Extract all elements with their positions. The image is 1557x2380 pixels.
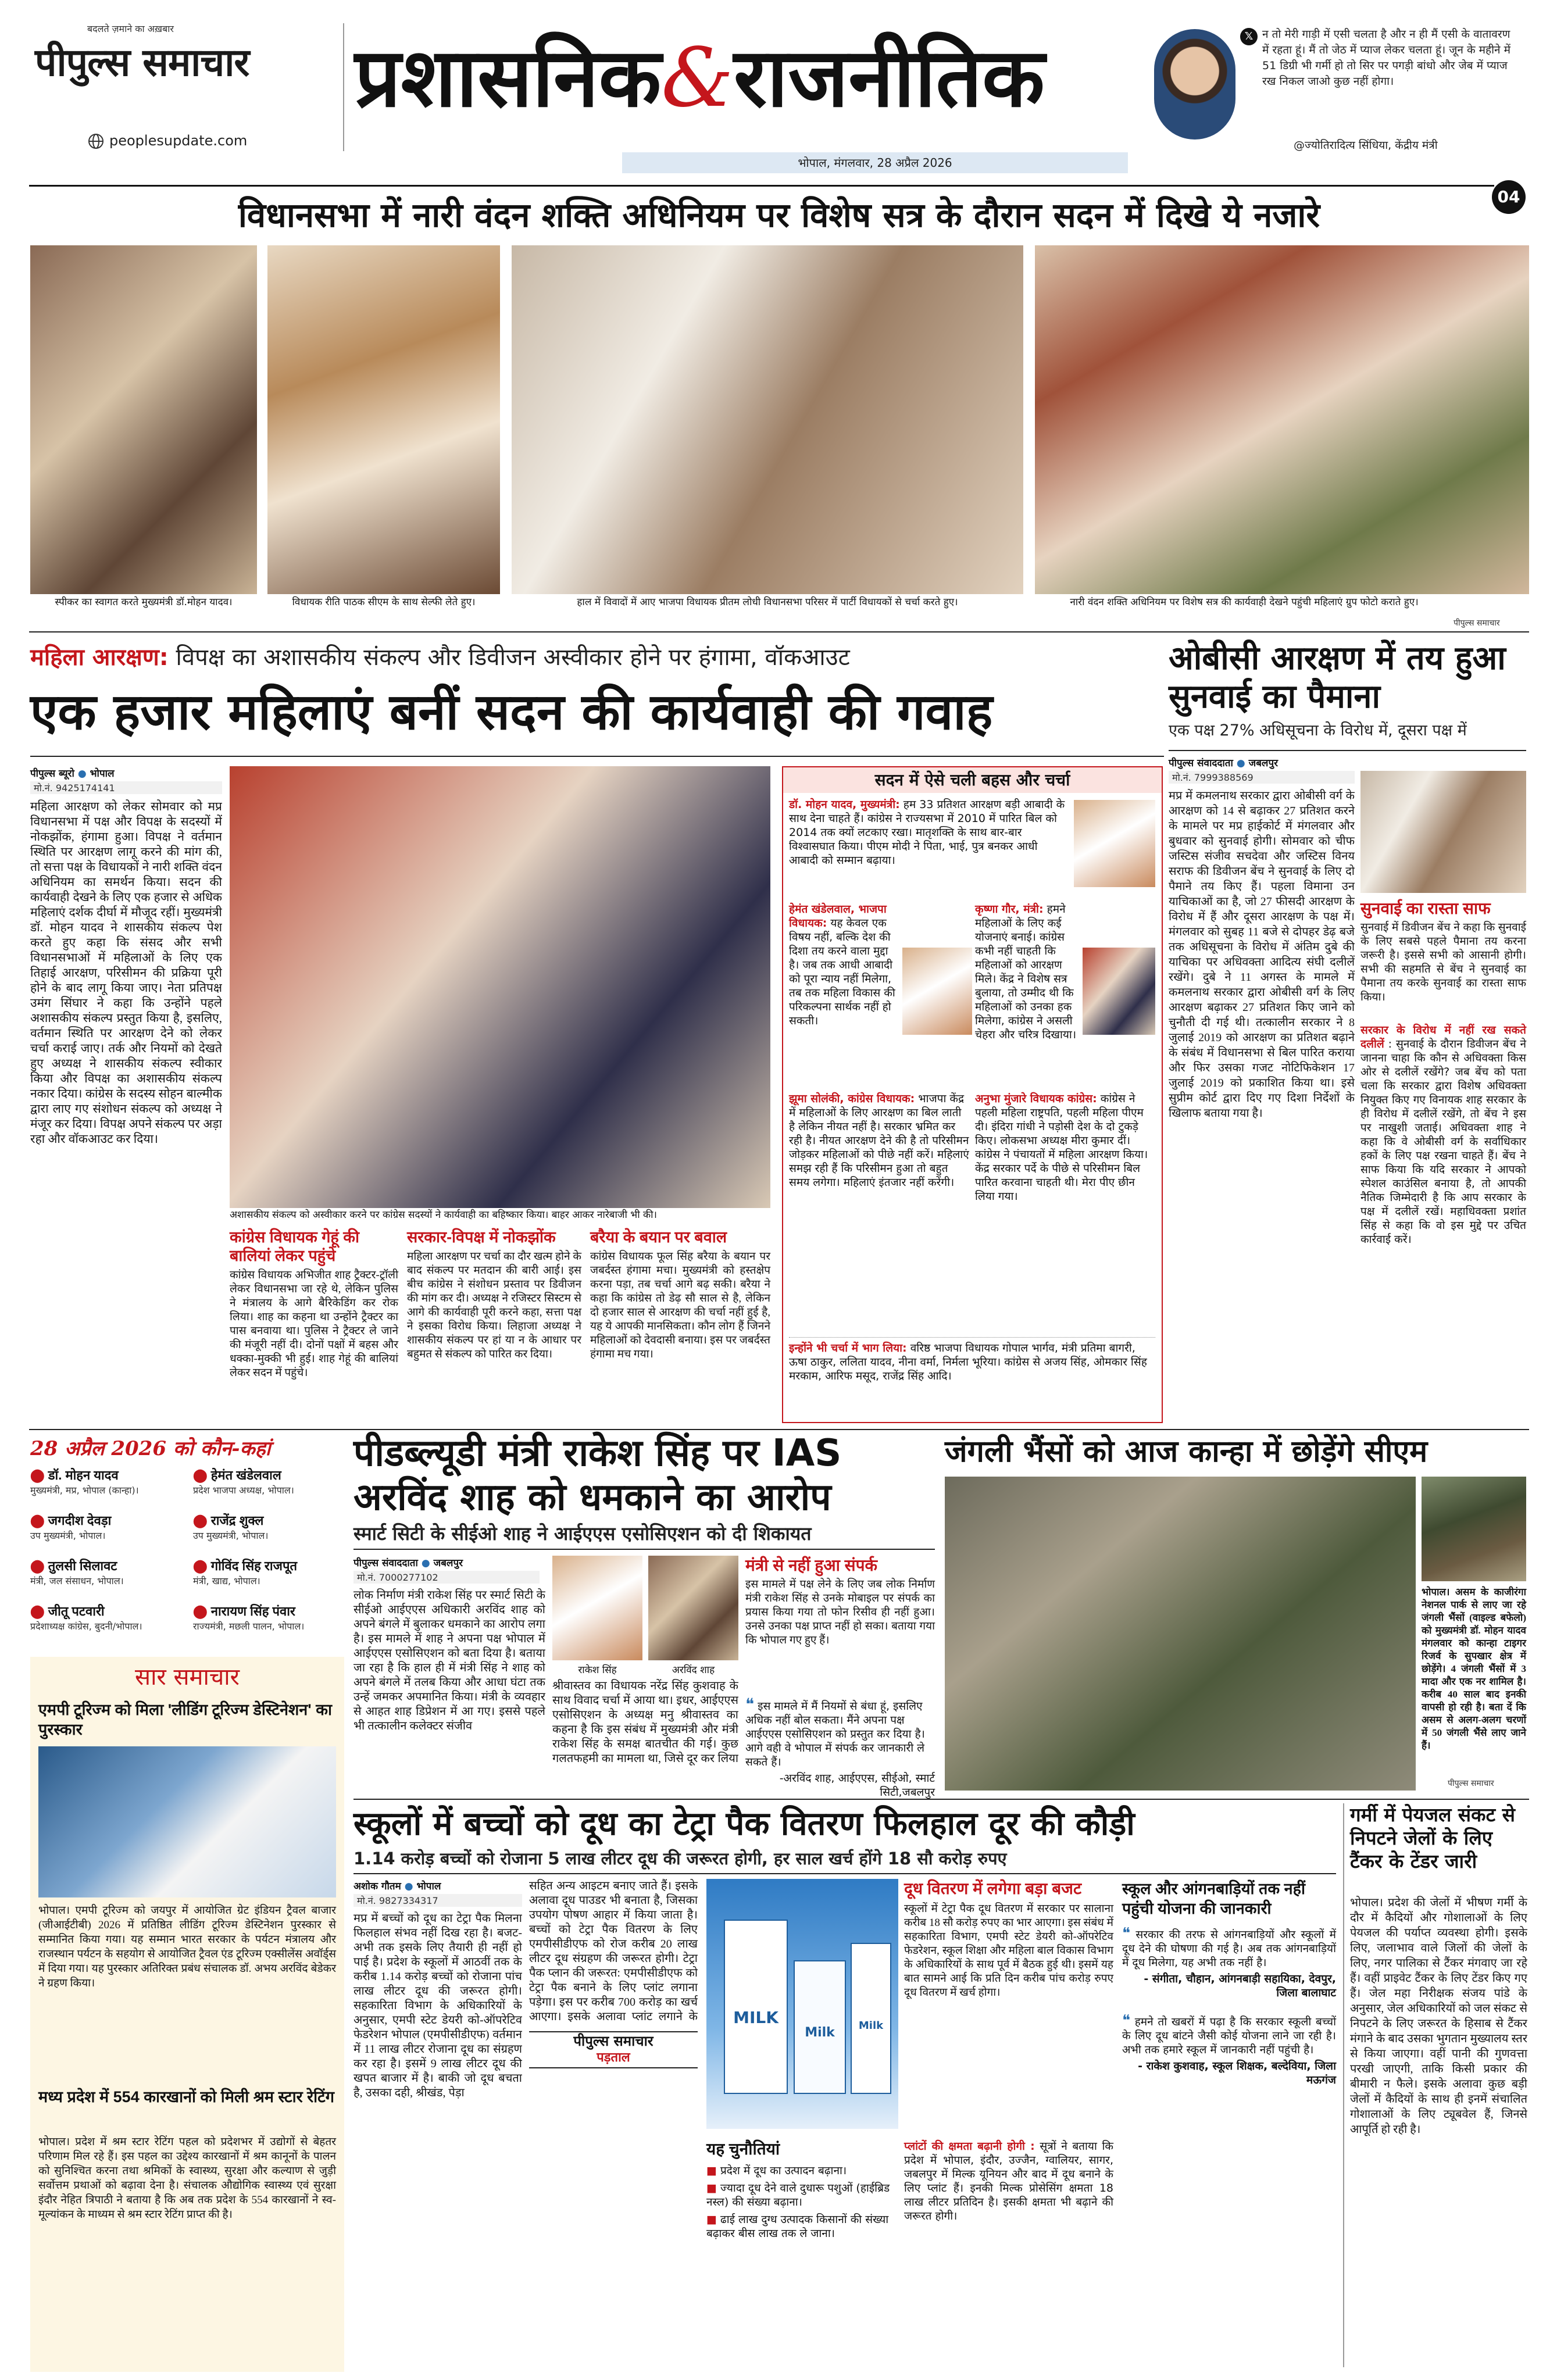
milk-plants	[904, 2139, 1113, 2223]
who-item-7	[30, 1602, 181, 1632]
debate-text-gaur: हमने महिलाओं के लिए कई योजनाएं बनाई। कांग्रेस कभी नहीं चाहती कि महिलाओं को आरक्षण मिले। केंद्र ने विशेष सत्र बुलाया, तो उम्मीद थी कि महिलाओं को उनका हक मिलेगा, कांग्रेस ने असली चेहरा और चरित्र दिखाया।	[975, 903, 1077, 1041]
lead-head-rule	[30, 756, 1164, 757]
location-pin-icon: ⬤	[193, 1513, 208, 1528]
pwd-side-body: इस मामले में पक्ष लेने के लिए जब लोक निर्माण मंत्री राकेश सिंह से उनके मोबाइल पर संपर्क का प्रयास किया गया तो फोन रिसीव ही नहीं हुआ। उनसे उनका पक्ष प्राप्त नहीं हो सका। बताया गया कि भोपाल गए हुए हैं।	[745, 1578, 935, 1646]
milk-plants-body: सूत्रों ने बताया कि प्रदेश में भोपाल, इंदौर, उज्जैन, ग्वालियर, सागर, जबलपुर में मिल्क यूनियन और बाद में दूध बनाने के लिए प्लांट हैं। इनकी मिल्क प्रोसेसिंग क्षमता 18 लाख लीटर प्रतिदिन है। इसकी क्षमता भी बढ़ाने की जरूरत होगी।	[904, 2140, 1113, 2222]
pwd-rule	[353, 1549, 935, 1550]
obc-byline-name: पीपुल्स संवाददाता	[1169, 757, 1233, 769]
lead-byline-place: भोपाल	[90, 768, 115, 780]
side-item-baraiya-title: बरैया के बयान पर बवाल	[590, 1228, 727, 1246]
milk-quote-1-author: - संगीता, चौहान, आंगनबाड़ी सहायिका, देवपुर, जिला बालाघाट	[1144, 1972, 1336, 1999]
milk-quote-2-author: - राकेश कुशवाह, स्कूल शिक्षक, बल्देविया, जिला मऊगंज	[1138, 2060, 1336, 2086]
obc-box-body: सुनवाई में डिवीजन बेंच ने कहा कि सुनवाई के लिए सबसे पहले पैमाना तय करना जरूरी है। इससे सभी को आसानी होगी। सभी की सहमति से बेंच ने सुनवाई का पैमाना तय करके सुनवाई का रास्ता साफ किया।	[1360, 921, 1526, 1003]
debate-box-title: सदन में ऐसे चली बहस और चर्चा	[783, 767, 1162, 793]
lead-byline-dot: ●	[77, 768, 87, 780]
banner-headline: विधानसभा में नारी वंदन शक्ति अधिनियम पर विशेष सत्र के दौरान सदन में दिखे ये नजारे	[238, 195, 1320, 235]
milk-byline-place: भोपाल	[416, 1881, 441, 1892]
milk-pack-1	[724, 1920, 788, 2094]
who-desc-5: मंत्री, जल संसाधन, भोपाल।	[30, 1575, 124, 1586]
photo-arvind-shah	[648, 1556, 738, 1660]
section-title	[355, 20, 1045, 137]
dateline-bar	[622, 152, 1128, 173]
obc-body: मप्र में कमलनाथ सरकार द्वारा ओबीसी वर्ग के आरक्षण को 14 से बढ़ाकर 27 प्रतिशत करने के मामले पर मप्र हाईकोर्ट में मंगलवार और बुधवार को सुनवाई होगी। सोमवार को चीफ जस्टिस संजीव सचदेवा और जस्टिस विनय सराफ की डिवीजन बेंच ने सुनवाई के लिए दो पैमाने तय किए हैं। पहला विमाना उन याचिकाओं का है, जो 27 फीसदी आरक्षण के विरोध में हैं और दूसरा आरक्षण के पक्ष में। मंगलवार को सुबह 11 बजे से दोपहर डेढ़ बजे तक अधिसूचना के विरोध में अंतिम दुबे की याचिका पर अधिवक्ता आदित्य संघी दलीलें रखेंगे। दुबे ने 11 अगस्त के मामले में कमलनाथ सरकार द्वारा ओबीसी वर्ग के लिए आरक्षण बढ़ाकर 27 प्रतिशत किए जाने को चुनौती दी गई थी। तत्कालीन सरकार ने 8 जुलाई 2019 को आरक्षण का प्रतिशत बढ़ाने के संबंध में विधानसभा से बिल पारित कराया और फिर उसका गजट नोटिफिकेशन 17 जुलाई 2019 को प्रकाशित किया था। इसे सुप्रीम कोर्ट द्वारा दिए गए दिशा निर्देशों के खिलाफ बताया गया है।	[1169, 789, 1355, 1120]
obc-byline-dot: ●	[1236, 757, 1245, 769]
photo-mohan-yadav	[1074, 800, 1155, 887]
photo-wild-buffalo	[1422, 1477, 1526, 1581]
debate-text-others: वरिष्ठ भाजपा विधायक गोपाल भार्गव, मंत्री प्रतिमा बागरी, ऊषा ठाकुर, ललिता यादव, नीना वर्मा, निर्मला भूरिया। कांग्रेस से अजय सिंह, ओमकार सिंह मरकाम, आरिफ मसूद, राजेंद्र सिंह आदि।	[789, 1342, 1147, 1382]
milk-byline-name: अशोक गौतम	[353, 1881, 401, 1892]
debate-speaker-gaur: कृष्णा गौर, मंत्री:	[975, 903, 1044, 916]
milk-pack-2-label: Milk	[805, 2025, 835, 2040]
masthead-rule	[29, 185, 1494, 187]
saar-item1-body: भोपाल। एमपी टूरिज्म को जयपुर में आयोजित ग्रेट इंडियन ट्रैवल बाजार (जीआईटीबी) 2026 में प्रतिष्ठित लीडिंग टूरिज्म डेस्टिनेशन पुरस्कार से सम्मानित किया गया। यह सम्मान भारत सरकार के पर्यटन मंत्रालय और राजस्थान पर्यटन के सहयोग से आयोजित ट्रैवल एंड टूरिज्म एक्सीलेंस अवॉर्ड्स में दिया गया। यह पुरस्कार अतिरिक्त प्रबंध संचालक डॉ. अभय अरविंद बेडेकर ने ग्रहण किया।	[38, 1904, 336, 1989]
lead-byline-name: पीपुल्स ब्यूरो	[30, 768, 74, 780]
bullet-square-icon: ■	[706, 2182, 717, 2195]
jail-headline: गर्मी में पेयजल संकट से निपटने जेलों के लिए टैंकर के टेंडर जारी	[1350, 1803, 1515, 1872]
obc-byline	[1169, 756, 1355, 769]
masthead-logo: पीपुल्स समाचार	[35, 40, 249, 85]
lead-kicker-text: विपक्ष का अशासकीय संकल्प और डिवीजन अस्वीकार होने पर हंगामा, वॉकआउट	[176, 644, 850, 671]
milk-box-title: दूध वितरण में लगेगा बड़ा बजट	[904, 1879, 1082, 1897]
saar-item2-body: भोपाल। प्रदेश में श्रम स्टार रेटिंग पहल को प्रदेशभर में उद्योगों से बेहतर परिणाम मिल रहे हैं। इस पहल का उद्देश्य कारखानों में श्रम कानूनों के पालन को सुनिश्चित करना तथा श्रमिकों के स्वास्थ्य, सुरक्षा और कल्याण से जुड़ी सर्वोत्तम प्रथाओं को बढ़ावा देना है। संचालक औद्योगिक स्वास्थ्य एवं सुरक्षा इंदौर नेहित त्रिपाठी ने बताया है कि अब तक प्रदेश के 554 कारखानों ने स्व-मूल्यांकन के माध्यम से श्रम स्टार रेटिंग प्राप्त की है।	[38, 2136, 336, 2221]
photo-high-court	[1360, 771, 1526, 893]
pwd-byline-name: पीपुल्स संवाददाता	[353, 1557, 418, 1569]
debate-entry-gaur	[975, 902, 1080, 1042]
x-quote-author: @ज्योतिरादित्य सिंधिया, केंद्रीय मंत्री	[1294, 139, 1438, 152]
caption-walkout: अशासकीय संकल्प को अस्वीकार करने पर कांग्रेस सदस्यों ने कार्यवाही का बहिष्कार किया। बाहर आकर नारेबाजी भी की।	[230, 1209, 770, 1221]
milk-right-column	[1122, 1879, 1336, 2367]
debate-text-khandelwal: यह केवल एक विषय नहीं, बल्कि देश की दिशा तय करने वाला मुद्दा है। जब तक आधी आबादी को पूरा न्याय नहीं मिलेगा, तब तक महिला विकास की परिकल्पना सार्थक नहीं हो सकती।	[789, 917, 895, 1027]
quote-icon: ❝	[1122, 1925, 1130, 1942]
milk-budget-box	[904, 1879, 1113, 2129]
obc-mobile: मो.नं. 7999388569	[1169, 771, 1355, 784]
who-item-2	[193, 1466, 344, 1496]
debate-text-munjare: कांग्रेस ने पहली महिला राष्ट्रपति, पहली महिला पीएम दी। इंदिरा गांधी ने पड़ोसी देश के दो टुकड़े किए। लोकसभा अध्यक्ष मीरा कुमार दीं। कांग्रेस ने पंचायतों में महिला आरक्षण किया। केंद्र सरकार पर्दे के पीछे से परिसीमन बिल पारित करवाना चाहती थी। मेरा पीए छीन लिया गया।	[975, 1092, 1148, 1203]
side-item-spat	[407, 1228, 581, 1425]
photo-bison-transport	[945, 1477, 1416, 1791]
who-desc-2: प्रदेश भाजपा अध्यक्ष, भोपाल।	[193, 1485, 294, 1496]
section-title-b: राजनीतिक	[733, 31, 1045, 126]
photo-walkout	[230, 766, 770, 1208]
saar-item1-title: एमपी टूरिज्म को मिला 'लीडिंग टूरिज्म डेस्टिनेशन' का पुरस्कार	[38, 1701, 332, 1738]
masthead-divider-vertical	[343, 23, 344, 151]
lead-body: महिला आरक्षण को लेकर सोमवार को मप्र विधानसभा में पक्ष और विपक्ष के सदस्यों में नोकझोंक, हंगामा हुआ। विपक्ष ने वर्तमान स्थिति पर आरक्षण लागू करने की मांग की, तो सत्ता पक्ष के विधायकों ने नारी शक्ति वंदन अधिनियम का समर्थन किया। सदन की कार्यवाही देखने के लिए एक हजार से अधिक महिलाएं दर्शक दीर्घा में मौजूद रहीं। मुख्यमंत्री डॉ. मोहन यादव ने शासकीय संकल्प पेश करते हुए कहा कि संसद और सभी विधानसभाओं में महिलाओं के लिए एक तिहाई आरक्षण, परिसीमन की प्रक्रिया पूरी होने के बाद लागू किया जाए। नेता प्रतिपक्ष उमंग सिंघार ने कहा कि उन्होंने पहले अशासकीय संकल्प प्रस्तुत किया है, इसलिए, वर्तमान स्थिति पर आरक्षण देने को लेकर चर्चा कराई जाए। तर्क और नियमों को देखते हुए अध्यक्ष ने शासकीय संकल्प स्वीकार किया और विपक्ष का अशासकीय संकल्प नकार दिया। कांग्रेस के सदस्य सोहन बाल्मीक द्वारा लाए गए संशोधन संकल्प को अध्यक्ष ने मंजूर कर दिया। विपक्ष अपने संकल्प पर अड़ा रहा और वॉकआउट कर दिया।	[30, 799, 222, 1146]
who-name-2: हेमंत खंडेलवाल	[210, 1468, 281, 1482]
pwd-headline-2: अरविंद शाह को धमकाने का आरोप	[353, 1476, 831, 1519]
milk-rule	[353, 1873, 1336, 1874]
side-item-baraiya-body: कांग्रेस विधायक फूल सिंह बरैया के बयान पर जबर्दस्त हंगामा मचा। मुख्यमंत्री को हस्तक्षेप करना पड़ा, तब चर्चा आगे बढ़ सकी। बरैया ने कहा कि कांग्रेस तो डेढ़ सौ साल से है, लेकिन दो हजार साल से आरक्षण की चर्चा नहीं हुई है, यह ये आपकी मानसिकता। कौन लोग हैं जिनने महिलाओं को देवदासी बनाया। इस पर जबर्दस्त हंगामा मच गया।	[590, 1250, 770, 1360]
debate-speaker-cm: डॉ. मोहन यादव, मुख्यमंत्री:	[789, 798, 900, 811]
obc-byline-place: जबलपुर	[1248, 757, 1279, 769]
obc-box2: सरकार के विरोध में नहीं रख सकते दलीलें : सुनवाई के दौरान डिवीजन बेंच ने जानना चाहा कि कौन से अधिवक्ता किस ओर से दलीलें रखेंगे? जब बेंच को पता चला कि सरकार द्वारा विशेष अधिवक्ता नियुक्त किए गए विनायक शाह सरकार के ही विरोध में दलीलें रखेंगे, तो बेंच ने इस पर नाखुशी जताई। अधिवक्ता शाह ने कहा कि वे ओबीसी वर्ग के सर्वाधिकार हकों के लिए पक्ष रखना चाहते हैं। बेंच ने साफ किया कि यदि सरकार ने आपको स्पेशल काउंसिल बनाया है, तो आपकी नैतिक जिम्मेदारी है कि आप सरकार के पक्ष में दलीलें रखें। महाधिवक्ता प्रशांत सिंह से कहा कि वो इस मुद्दे पर उचित कार्रवाई करें।	[1360, 1024, 1527, 1246]
milk-byline-dot: ●	[404, 1881, 413, 1892]
pwd-subhead: स्मार्ट सिटी के सीईओ शाह ने आईएएस एसोसिएशन को दी शिकायत	[353, 1523, 812, 1545]
milk-body-1: मप्र में बच्चों को दूध का टेट्रा पैक मिलना फिलहाल संभव नहीं दिख रहा है। बजट-अभी तक इसके लिए तैयारी ही नहीं हो पाई है। प्रदेश के स्कूलों में आठवीं तक के करीब 1.14 करोड़ बच्चों को रोजाना पांच लाख लीटर दूध की जरूरत होगी। सहकारिता विभाग के अधिकारियों के अनुसार, एमपी स्टेट डेयरी को-ऑपरेटिव फेडरेशन भोपाल (एमपीसीडीएफ) वर्तमान में 11 लाख लीटर रोजाना दूध का संग्रहण कर रहा है। इसमें 9 लाख लीटर दूध की खपत बाजार में है। बाकी जो दूध बचता है, उसका दही, श्रीखंड, पेड़ा	[353, 1912, 522, 2099]
milk-body-2: सहित अन्य आइटम बनाए जाते हैं। इसके अलावा दूध पाउडर भी बनाता है, जिसका उपयोग पोषण आहार में किया जाता है। बच्चों को टेट्रा पैक वितरण के लिए एमपीसीडीएफ को रोज करीब 20 लाख लीटर दूध संग्रहण की जरूरत होगी। टेट्रा पैक प्लान की जरूरत: एमपीसीडीएफ को टेट्रा पैक बनाने के लिए प्लांट लगाना पड़ेगा। इस पर करीब 700 करोड़ का खर्च आएगा। इसके अलावा प्लांट लगाने के	[529, 1879, 698, 2023]
lead-headline: एक हजार महिलाएं बनीं सदन की कार्यवाही की गवाह	[30, 683, 993, 741]
obc-rule	[1169, 750, 1526, 751]
bullet-square-icon: ■	[706, 2164, 717, 2177]
milk-subhead: 1.14 करोड़ बच्चों को रोजाना 5 लाख लीटर दूध की जरूरत होगी, हर साल खर्च होंगे 18 सौ करोड़ रुपए	[353, 1849, 1007, 1868]
who-desc-8: राज्यमंत्री, मछली पालन, भोपाल।	[193, 1621, 305, 1632]
caption-photo-4: नारी वंदन शक्ति अधिनियम पर विशेष सत्र की कार्यवाही देखने पहुंची महिलाएं ग्रुप फोटो कराते हुए।	[1035, 596, 1454, 608]
who-item-8	[193, 1602, 344, 1632]
milk-brand-name: पीपुल्स समाचार	[573, 2033, 653, 2049]
x-logo-icon: 𝕏	[1240, 28, 1258, 45]
lead-byline	[30, 766, 222, 780]
location-pin-icon: ⬤	[30, 1468, 45, 1482]
caption-photo-3: हाल में विवादों में आए भाजपा विधायक प्रीतम लोधी विधानसभा परिसर में पार्टी विधायकों से चर्चा करते हुए।	[512, 596, 1023, 608]
debate-text-solanki: भाजपा केंद्र में महिलाओं के लिए आरक्षण का बिल लाती है लेकिन नीयत नहीं है। सरकार भ्रमित कर रही है। नीयत आरक्षण देने की है तो परिसीमन जोड़कर महिलाओं को पीछे नहीं करें। महिलाएं समझ रही हैं कि परिसीमन हुआ तो बहुत समय लगेगा। महिलाएं इंतजार नहीं करेंगी।	[789, 1092, 969, 1189]
who-name-1: डॉ. मोहन यादव	[48, 1468, 119, 1482]
debate-entry-khandelwal	[789, 902, 899, 1028]
who-desc-1: मुख्यमंत्री, मप्र, भोपाल (कान्हा)।	[30, 1485, 139, 1496]
debate-text-cm: हम 33 प्रतिशत आरक्षण बड़ी आबादी के साथ देना चाहते हैं। कांग्रेस ने राज्यसभा में 2010 में पारित बिल को 2014 तक क्यों लटकाए रखा। मातृशक्ति के साथ बार-बार विश्वासघात किया। पीएम मोदी ने पिता, भाई, पुत्र बनकर आधी आबादी को सम्मान बढ़ाया।	[789, 798, 1065, 867]
jail-body: भोपाल। प्रदेश की जेलों में भीषण गर्मी के दौर में कैदियों और गोशालाओं के लिए पेयजल की पर्याप्त व्यवस्था होगी। इसके लिए, जलाभाव वाले जिलों की जेलों के लिए, नगर पालिका से टैंकर मंगवाए जा रहे हैं। वहीं प्राइवेट टैंकर के लिए टेंडर किए गए हैं। जेल महा निरीक्षक संजय पांडे के अनुसार, जेल अधिकारियों को जल संकट से निपटने के लिए जरूरत के हिसाब से टैंकर मंगाने के बाद उसका भुगतान मुख्यालय स्तर से किया जाएगा। वहीं पानी की गुणवत्ता परखी जाएगी, ताकि किसी प्रकार की बीमारी न फैले। इसके अलावा कुछ बड़ी जेलों में कैदियों के साथ ही इनमें संचालित गोशालाओं के लिए ट्यूबवेल हैं, जिनसे आपूर्ति हो रही है।	[1350, 1896, 1527, 2136]
location-pin-icon: ⬤	[193, 1468, 208, 1482]
who-name-3: जगदीश देवड़ा	[48, 1513, 112, 1528]
pwd-quote-text: इस मामले में मैं नियमों से बंधा हूं, इसलिए अधिक नहीं बोल सकता। मैंने अपना पक्ष आईएएस एसोसिएशन को प्रस्तुत कर दिया है। आगे वही वे भोपाल में संपर्क कर जानकारी ले सकते हैं।	[745, 1700, 925, 1768]
milk-brand	[529, 2031, 698, 2068]
milk-challenges-title: यह चुनौतियां	[706, 2140, 780, 2158]
who-desc-7: प्रदेशाध्यक्ष कांग्रेस, बुदनी/भोपाल।	[30, 1621, 142, 1632]
masthead-website[interactable]: peoplesupdate.com	[109, 133, 248, 149]
bison-side-text: भोपाल। असम के काजीरंगा नेशनल पार्क से लाए जा रहे जंगली भैंसों (वाइल्ड बफेलो) को मुख्यमंत्री डॉ. मोहन यादव मंगलवार को कान्हा टाइगर रिजर्व के सुपखार क्षेत्र में छोड़ेंगे। 4 जंगली भैंसों में 3 मादा और एक नर शामिल है। करीब 40 साल बाद इनकी वापसी हो रही है। बता दें कि असम से अलग-अलग चरणों में 50 जंगली भैंसे लाए जाने हैं।	[1422, 1586, 1526, 1751]
bison-headline: जंगली भैंसों को आज कान्हा में छोड़ेंगे सीएम	[945, 1434, 1428, 1469]
obc-headline: ओबीसी आरक्षण में तय हुआ सुनवाई का पैमाना	[1169, 639, 1506, 716]
obc-box2-body: सुनवाई के दौरान डिवीजन बेंच ने जानना चाहा कि कौन से अधिवक्ता किस ओर से दलीलें रखेंगे? जब बेंच को पता चला कि सरकार द्वारा विशेष अधिवक्ता नियुक्त किए गए विनायक शाह सरकार के ही विरोध में दलीलें रखेंगे, तो बेंच ने इस पर नाखुशी जताई। अधिवक्ता शाह ने कहा कि वे ओबीसी वर्ग के सर्वाधिकार हकों के लिए पक्ष रखना चाहते हैं। बेंच ने साफ किया कि यदि सरकार ने आपको स्पेशल काउंसिल बनाया है, तो आपकी नैतिक जिम्मेदारी है कि आप सरकार के पक्ष में दलीलें रखें। महाधिवक्ता प्रशांत सिंह से कहा कि वो इस मुद्दे पर उचित कार्रवाई करें।	[1360, 1038, 1527, 1246]
who-item-4	[193, 1511, 344, 1542]
obc-subhead: एक पक्ष 27% अधिसूचना के विरोध में, दूसरा पक्ष में	[1169, 721, 1467, 739]
photo-krishna-gaur	[1083, 948, 1155, 1035]
who-name-5: तुलसी सिलावट	[48, 1559, 117, 1573]
photo-speaker-welcome	[30, 245, 257, 594]
location-pin-icon: ⬤	[193, 1604, 208, 1618]
milk-quote-2-text: हमने तो खबरों में पढ़ा है कि सरकार स्कूली बच्चों के लिए दूध बांटने जैसी कोई योजना लाने जा रही है। अभी तक हमारे स्कूल में जानकारी नहीं पहुंची है।	[1122, 2016, 1336, 2056]
pwd-byline-dot: ●	[421, 1557, 430, 1569]
photo-mlas-discussion	[512, 245, 1023, 594]
dateline: भोपाल, मंगलवार, 28 अप्रैल 2026	[798, 156, 952, 170]
who-desc-3: उप मुख्यमंत्री, भोपाल।	[30, 1530, 106, 1541]
pwd-quote-author: -अरविंद शाह, आईएएस, सीईओ, स्मार्ट सिटी,जबलपुर	[779, 1772, 935, 1799]
debate-entry-munjare	[975, 1092, 1155, 1203]
jail-divider	[1343, 1803, 1344, 2367]
pwd-side-title: मंत्री से नहीं हुआ संपर्क	[745, 1556, 877, 1574]
globe-icon	[87, 133, 105, 150]
pwd-byline	[353, 1556, 540, 1569]
milk-challenge-1-text: प्रदेश में दूध का उत्पादन बढ़ाना।	[720, 2164, 847, 2177]
location-pin-icon: ⬤	[30, 1559, 45, 1573]
who-desc-6: मंत्री, खाद्य, भोपाल।	[193, 1575, 260, 1586]
lower-rule	[353, 1799, 1529, 1800]
x-quote-text: न तो मेरी गाड़ी में एसी चलता है और न ही मैं एसी के वातावरण में रहता हूं। मैं तो जेठ में प्याज लेकर चलता हूं। जून के महीने में 51 डिग्री भी गर्मी हो तो सिर पर पगड़ी बांधो और जेब में प्याज रख निकल जाओ कुछ नहीं होगा।	[1262, 28, 1510, 88]
side-item-spat-body: महिला आरक्षण पर चर्चा का दौर खत्म होने के बाद संकल्प पर मतदान की बारी आई। इस बीच कांग्रेस ने संशोधन प्रस्ताव पर डिवीजन की मांग कर दी। अध्यक्ष ने रजिस्टर सिस्टम से आगे की कार्यवाही पूरी करने कहा, सत्ता पक्ष ने इसका विरोध किया। लिहाजा अध्यक्ष ने शासकीय संकल्प पर हां या न के आधार पर बहुमत से संकल्प को पारित कर दिया।	[407, 1250, 581, 1360]
debate-speaker-munjare: अनुभा मुंजारे विधायक कांग्रेस:	[975, 1092, 1097, 1105]
debate-speaker-khandelwal: हेमंत खंडेलवाल, भाजपा विधायक:	[789, 903, 887, 930]
minister-photo	[1154, 29, 1235, 140]
debate-speaker-others: इन्होंने भी चर्चा में भाग लिया:	[789, 1342, 907, 1355]
milk-headline: स्कूलों में बच्चों को दूध का टेट्रा पैक वितरण फिलहाल दूर की कौड़ी	[353, 1805, 1135, 1843]
mid-rule	[29, 1429, 1529, 1430]
milk-brand-sub: पड़ताल	[597, 2050, 630, 2065]
milk-packs-graphic	[706, 1879, 898, 2129]
quote-icon: ❝	[745, 1695, 755, 1714]
milk-challenge-3	[706, 2213, 898, 2240]
saar-item2-title: मध्य प्रदेश में 554 कारखानों को मिली श्रम स्टार रेटिंग	[38, 2088, 334, 2106]
milk-body-2-cont	[529, 2074, 698, 2365]
masthead-tagline: बदलते ज़माने का अख़बार	[87, 23, 174, 34]
obc-box2-title: सरकार के विरोध में नहीं रख सकते दलीलें	[1360, 1024, 1526, 1050]
pwd-headline-1: पीडब्ल्यूडी मंत्री राकेश सिंह पर IAS	[353, 1432, 842, 1475]
section-title-amp: &	[661, 31, 734, 126]
obc-box-title: सुनवाई का रास्ता साफ	[1360, 899, 1491, 917]
who-item-6	[193, 1557, 344, 1587]
who-where-grid	[30, 1466, 344, 1652]
side-item-wheat	[230, 1228, 398, 1425]
pwd-name-2: अरविंद शाह	[672, 1664, 715, 1676]
milk-quote-2	[1122, 2014, 1336, 2087]
who-name-8: नारायण सिंह पंवार	[210, 1604, 295, 1618]
location-pin-icon: ⬤	[193, 1559, 208, 1573]
who-name-4: राजेंद्र शुक्ल	[210, 1513, 264, 1528]
who-item-1	[30, 1466, 181, 1496]
bullet-square-icon: ■	[706, 2213, 717, 2226]
photo-credit: पीपुल्स समाचार	[1454, 619, 1500, 628]
milk-challenges	[706, 2139, 898, 2366]
quote-icon: ❝	[1122, 2012, 1130, 2029]
pwd-quote	[745, 1695, 935, 1799]
milk-pack-3	[851, 1943, 891, 2094]
milk-quote-1	[1122, 1927, 1336, 2000]
side-item-spat-title: सरकार-विपक्ष में नोकझोंक	[407, 1228, 556, 1246]
masthead	[0, 0, 1557, 206]
lead-mobile: मो.नं. 9425174141	[30, 781, 222, 794]
milk-pack-3-label: Milk	[858, 2020, 884, 2032]
milk-quote-1-text: सरकार की तरफ से आंगनबाड़ियों और स्कूलों में दूध देने की घोषणा की गई है। अब तक आंगनबाड़ियों में दूध मिलेगा, यह अभी तक नहीं है।	[1122, 1928, 1336, 1969]
location-pin-icon: ⬤	[30, 1604, 45, 1618]
side-item-wheat-title: कांग्रेस विधायक गेहूं की बालियां लेकर पहुंचे	[230, 1228, 359, 1264]
milk-mobile: मो.नं. 9827334317	[353, 1894, 522, 1907]
pwd-name-1: राकेश सिंह	[578, 1664, 617, 1676]
lead-kicker-label: महिला आरक्षण:	[30, 644, 169, 671]
milk-challenge-1	[706, 2164, 898, 2178]
who-item-5	[30, 1557, 181, 1587]
who-name-7: जीतू पटवारी	[48, 1604, 105, 1618]
milk-challenge-3-text: ढाई लाख दुग्ध उत्पादक किसानों की संख्या बढ़ाकर बीस लाख तक ले जाना।	[706, 2213, 889, 2240]
page-number: 04	[1492, 180, 1526, 214]
photo-strip-rule	[29, 631, 1529, 632]
pwd-body-left: लोक निर्माण मंत्री राकेश सिंह पर स्मार्ट सिटी के सीईओ आईएएस अधिकारी अरविंद शाह को अपने बंगले में बुलाकर धमकाने का आरोप लगा है। इस मामले में शाह ने अपना पक्ष भोपाल में आईएएस एसोसिएशन को बता दिया है। बताया जा रहा है कि हाल ही में मंत्री सिंह ने शाह को अपने बंगले में तलब किया और आधा घंटा तक उन्हें जमकर अपमानित किया। मंत्री के व्यवहार से आहत शाह डिप्रेशन में आ गए। इससे पहले भी तत्कालीन कलेक्टर संजीव	[353, 1589, 545, 1732]
milk-byline	[353, 1879, 522, 1892]
who-desc-4: उप मुख्यमंत्री, भोपाल।	[193, 1530, 269, 1541]
caption-photo-1: स्पीकर का स्वागत करते मुख्यमंत्री डॉ.मोहन यादव।	[30, 596, 257, 608]
milk-pack-1-label: MILK	[733, 2008, 779, 2027]
location-pin-icon: ⬤	[30, 1513, 45, 1528]
saar-box	[30, 1657, 344, 2372]
photo-khandelwal	[902, 948, 972, 1035]
debate-entry-solanki	[789, 1092, 969, 1189]
milk-right-title: स्कूल और आंगनबाड़ियों तक नहीं पहुंची योजना की जानकारी	[1122, 1880, 1305, 1917]
bison-credit: पीपुल्स समाचार	[1448, 1779, 1494, 1788]
milk-challenge-2-text: ज्यादा दूध देने वाले दुधारू पशुओं (हाईब्रिड नस्ल) की संख्या बढ़ाना।	[706, 2182, 890, 2209]
side-item-wheat-body: कांग्रेस विधायक अभिजीत शाह ट्रैक्टर-ट्रॉली लेकर विधानसभा जा रहे थे, लेकिन पुलिस ने मंत्रालय के आगे बैरिकेडिंग कर रोक लिया। शाह का कहना था उन्होंने ट्रैक्टर का पास बनवाया था। पुलिस ने ट्रैक्टर ले जाने की मंजूरी नहीं दी। दोनों पक्षों में बहस और धक्का-मुक्की भी हुई। शाह गेहूं की बालियां लेकर सदन में पहुंचे।	[230, 1269, 398, 1379]
side-item-baraiya	[590, 1228, 770, 1425]
debate-entry-others	[789, 1337, 1155, 1383]
photo-women-group	[1035, 245, 1529, 594]
milk-challenge-2	[706, 2181, 898, 2209]
pwd-body-mid: श्रीवास्तव का विधायक नरेंद्र सिंह कुशवाह के साथ विवाद चर्चा में आया था। इधर, आईएएस एसोसिएशन के अध्यक्ष मनु श्रीवास्तव का कहना है कि इस संबंध में मुख्यमंत्री और मंत्री राकेश सिंह के समक्ष बातचीत की गई। कुछ गलतफहमी का मामला था, जिसे दूर कर लिया	[552, 1679, 738, 1765]
section-title-a: प्रशासनिक	[355, 31, 662, 126]
debate-box	[782, 766, 1163, 1423]
pwd-mobile: मो.नं. 7000277102	[353, 1571, 540, 1584]
photo-tourism-award	[38, 1746, 336, 1897]
debate-speaker-solanki: झूमा सोलंकी, कांग्रेस विधायक:	[789, 1092, 915, 1105]
saar-title: सार समाचार	[135, 1664, 240, 1691]
who-name-6: गोविंद सिंह राजपूत	[210, 1559, 297, 1573]
pwd-byline-place: जबलपुर	[433, 1557, 463, 1569]
who-item-3	[30, 1511, 181, 1542]
milk-plants-title: प्लांटों की क्षमता बढ़ानी होगी :	[904, 2140, 1035, 2153]
milk-pack-2	[794, 1960, 846, 2094]
caption-photo-2: विधायक रीति पाठक सीएम के साथ सेल्फी लेते हुए।	[267, 596, 500, 608]
photo-rakesh-singh	[552, 1556, 642, 1660]
photo-selfie	[267, 245, 500, 594]
milk-box-body: स्कूलों में टेट्रा पैक दूध वितरण में सरकार पर सालाना करीब 18 सौ करोड़ रुपए का भार आएगा। इस संबंध में सहकारिता विभाग, एमपी स्टेट डेयरी को-ऑपरेटिव फेडरेशन, स्कूल शिक्षा और महिला बाल विकास विभाग के अधिकारियों के साथ पूर्व में बैठक हुई थी। इसमें यह बात सामने आई कि प्रति दिन करीब पांच करोड़ रुपए दूध वितरण में खर्च होगा।	[904, 1903, 1113, 1999]
lead-kicker	[30, 642, 1164, 673]
debate-entry-cm	[789, 798, 1068, 867]
x-quote-box	[1154, 23, 1526, 157]
who-where-title: 28 अप्रैल 2026 को कौन-कहां	[30, 1437, 271, 1460]
